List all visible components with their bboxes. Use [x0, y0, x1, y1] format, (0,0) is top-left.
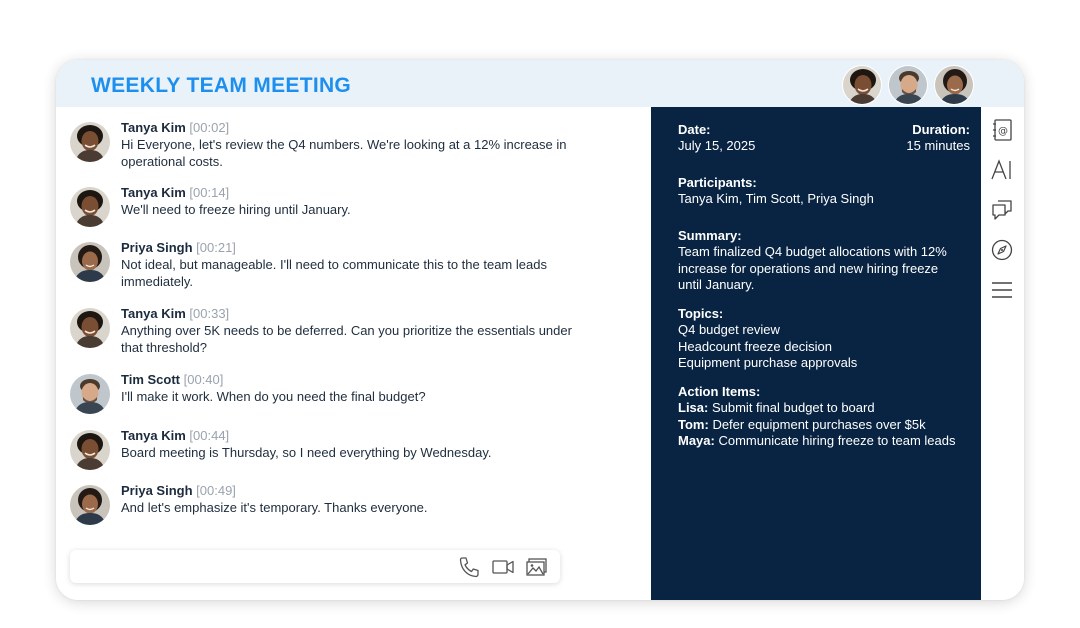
list-item: [70, 240, 590, 290]
chat-transcript: [56, 107, 651, 600]
topics-block: [678, 305, 968, 372]
chat-bubbles-icon[interactable]: [990, 198, 1014, 222]
list-item: [70, 306, 590, 356]
summary-block: [678, 227, 953, 294]
phone-icon[interactable]: [457, 556, 481, 578]
action-items-label: Action Items:: [678, 384, 761, 399]
video-icon[interactable]: [491, 556, 515, 578]
speaker-name: Tanya Kim: [121, 306, 186, 321]
speaker-name: Tim Scott: [121, 372, 180, 387]
message-text: I'll make it work. When do you need the final budget?: [121, 389, 426, 404]
timestamp: [00:40]: [183, 372, 224, 387]
duration-label: Duration:: [912, 122, 970, 137]
participants-label: Participants:: [678, 175, 757, 190]
action-owner: Lisa:: [678, 400, 709, 415]
topic-item: Headcount freeze decision: [678, 338, 832, 354]
image-icon[interactable]: [525, 556, 549, 578]
topics-label: Topics:: [678, 306, 724, 321]
participants-block: [678, 174, 968, 208]
action-item: [678, 433, 968, 450]
duration-value: 15 minutes: [906, 138, 970, 153]
timestamp: [00:21]: [196, 240, 236, 255]
action-owner: Tom:: [678, 416, 709, 432]
summary-value: Team finalized Q4 budget allocations with 12% increase for operations and new hiring freeze until January.: [678, 244, 947, 292]
action-items-block: [678, 383, 968, 450]
speaker-name: Tanya Kim: [121, 185, 186, 200]
timestamp: [00:14]: [189, 185, 230, 200]
text-format-icon[interactable]: [990, 158, 1014, 182]
avatar: [70, 242, 110, 282]
message-input[interactable]: [70, 550, 560, 583]
avatar: [70, 374, 110, 414]
message-text: Hi Everyone, let's review the Q4 numbers. We're looking at a 12% increase in operational costs.: [121, 137, 567, 169]
timestamp: [00:44]: [189, 428, 230, 443]
action-owner: Maya:: [678, 433, 715, 448]
speaker-name: Priya Singh: [121, 483, 193, 498]
participant-avatars: [836, 65, 974, 105]
menu-icon[interactable]: [990, 278, 1014, 302]
summary-label: Summary:: [678, 228, 742, 243]
avatar[interactable]: [888, 65, 928, 105]
summary-panel: [651, 107, 981, 600]
avatar: [70, 430, 110, 470]
avatar: [70, 485, 110, 525]
avatar[interactable]: [842, 65, 882, 105]
date-value: July 15, 2025: [678, 138, 756, 153]
side-rail: [981, 107, 1024, 600]
message-text: And let's emphasize it's temporary. Thanks everyone.: [121, 500, 428, 515]
message-text: Not ideal, but manageable. I'll need to communicate this to the team leads immediately.: [121, 257, 547, 289]
list-item: [70, 372, 590, 405]
speaker-name: Tanya Kim: [121, 120, 186, 135]
timestamp: [00:33]: [189, 306, 230, 321]
avatar[interactable]: [934, 65, 974, 105]
list-item: [70, 120, 590, 170]
avatar: [70, 308, 110, 348]
date-label: Date:: [678, 122, 711, 137]
action-item: [678, 417, 968, 434]
meeting-title: WEEKLY TEAM MEETING: [91, 74, 352, 97]
participants-value: Tanya Kim, Tim Scott, Priya Singh: [678, 191, 874, 206]
action-task: Submit final budget to board: [711, 400, 875, 415]
contacts-icon[interactable]: [990, 118, 1014, 142]
action-task: Communicate hiring freeze to team leads: [718, 433, 956, 448]
compass-icon[interactable]: [990, 238, 1014, 262]
avatar: [70, 122, 110, 162]
list-item: [70, 428, 590, 461]
svg-text:@: @: [998, 126, 1008, 137]
action-task: Defer equipment purchases over $5k: [712, 416, 926, 432]
topic-item: Equipment purchase approvals: [678, 355, 858, 370]
message-text: We'll need to freeze hiring until January.: [121, 202, 351, 217]
speaker-name: Priya Singh: [121, 240, 193, 255]
meeting-window: [56, 60, 1024, 600]
list-item: [70, 185, 590, 218]
topic-item: Q4 budget review: [678, 322, 780, 337]
timestamp: [00:02]: [189, 120, 230, 135]
speaker-name: Tanya Kim: [121, 428, 186, 443]
avatar: [70, 187, 110, 227]
timestamp: [00:49]: [196, 483, 236, 498]
message-text: Board meeting is Thursday, so I need everything by Wednesday.: [121, 445, 492, 460]
duration-block: [906, 121, 970, 155]
message-text: Anything over 5K needs to be deferred. Can you prioritize the essentials under that threshold?: [121, 323, 572, 355]
header-bar: [56, 60, 1024, 107]
action-item: [678, 400, 968, 417]
list-item: [70, 483, 590, 516]
